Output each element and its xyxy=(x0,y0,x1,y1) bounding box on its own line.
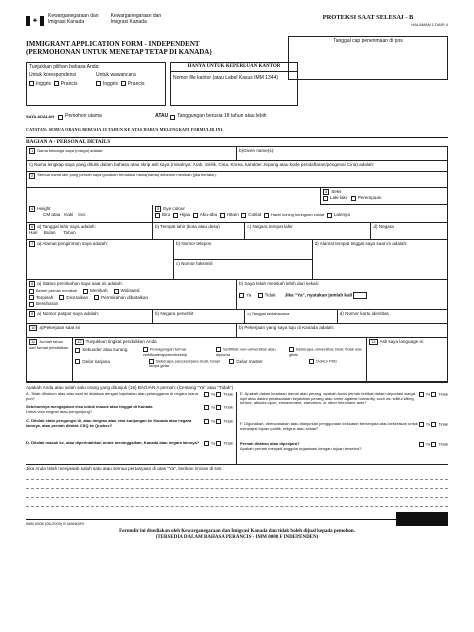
interview-label: Untuk wawancara xyxy=(96,71,136,78)
q1b-label: b)Given name(s): xyxy=(239,147,275,153)
male-label: Laki-laki xyxy=(330,195,347,201)
male-checkbox[interactable] xyxy=(323,196,328,201)
citizenship-label: d) Negara xyxy=(373,223,394,229)
dept-name-3: Kewarganegaraan dan xyxy=(110,13,162,19)
section-a-title: BAGIAN A - PERSONAL DETAILS xyxy=(26,137,448,147)
phone-label: b) Nomor telepon xyxy=(174,240,312,260)
married-before-yes-checkbox[interactable] xyxy=(239,293,244,298)
dob-year: Tahun xyxy=(63,230,76,236)
opt-en: Inggris xyxy=(36,80,52,87)
edu-bachelor: Gelar sarjana xyxy=(82,359,110,365)
qg2-label: Apakah pernah menjadi anggota organisasi dengan tujuan tersebut? xyxy=(240,445,362,451)
divorced: Diceraikan xyxy=(66,294,89,300)
birthplace-label: b) Tempat lahir (kota atau desa) xyxy=(155,223,220,229)
height-feet: Kaki xyxy=(64,212,74,218)
fax-label: c) Nomor faksimili xyxy=(176,260,213,266)
height-label: Height xyxy=(37,205,51,211)
i-am-label: SAYA ADALAH xyxy=(26,113,55,119)
qd-no-checkbox[interactable] xyxy=(216,441,221,446)
details-lines[interactable] xyxy=(26,471,448,513)
widowed-checkbox[interactable] xyxy=(114,289,119,294)
education-years-label: Jumlah tahun dari formal pendidikan xyxy=(29,338,69,351)
common-law: Bersiharan xyxy=(36,301,59,307)
applicant-type xyxy=(26,110,448,124)
qg-yes: Ya xyxy=(425,441,431,447)
edu-cert: Sertifikat non-universitas atau diploma xyxy=(215,346,276,357)
female-checkbox[interactable] xyxy=(351,196,356,201)
q3-label: Seks xyxy=(331,188,342,194)
edu-secondary-checkbox[interactable] xyxy=(75,348,80,353)
qf-no: Tidak xyxy=(438,421,448,427)
edu-postgrad: Beberapa pascasarjana studi, tetapi tanpa gelar xyxy=(149,358,221,369)
qf-yes-checkbox[interactable] xyxy=(419,422,424,427)
passport-label: a) Nomor paspor saya adalah: xyxy=(37,310,100,316)
edu-univ: Beberapa universitas studi, tidak ada gelar xyxy=(289,346,362,357)
qg-no-checkbox[interactable] xyxy=(431,442,436,447)
common-law-checkbox[interactable] xyxy=(29,302,34,307)
qd-yes: Ya xyxy=(210,440,216,446)
footer-note-2: (TERSEDIA DALAM BAHASA PERANCIS - IMM 0008 F INDEPENDEN) xyxy=(155,534,319,540)
eye-hazel: Hazel kuning keunguan coklat xyxy=(270,212,325,218)
qf-no-checkbox[interactable] xyxy=(431,422,436,427)
qf-yes: Ya xyxy=(425,421,431,427)
qb-yes-checkbox[interactable] xyxy=(204,405,209,410)
mailing-label: a) Alamat pengiriman saya adalah: xyxy=(37,240,108,246)
qg-label: Pernah ditahan atau dipenjara? xyxy=(240,441,300,447)
corr-english-checkbox[interactable] xyxy=(29,81,34,86)
form-title: IMMIGRANT APPLICATION FORM - INDEPENDENT xyxy=(26,40,200,48)
header xyxy=(26,14,448,36)
married-checkbox[interactable] xyxy=(83,289,88,294)
footer-note-1: Formulir ini disediakan oleh Kewarganegaraan dan Imigrasi Kanada dan tidak boleh dijual kepada pemohon. xyxy=(119,528,355,534)
eye-brown: Coklat xyxy=(248,212,262,218)
dob-day: Hari xyxy=(29,230,38,236)
qa-yes: Ya xyxy=(210,391,216,397)
height-cm: CM atau xyxy=(43,212,61,218)
q1a-label: Nama keluarga saya (marga) adalah: xyxy=(37,147,104,153)
occupation-label: a)Pekerjaan saat ini xyxy=(39,324,81,330)
passport-expiry-label: c) Tanggal kedaluwarsa xyxy=(247,310,290,316)
opt-en-2: Inggris xyxy=(103,80,119,87)
qa-yes-checkbox[interactable] xyxy=(204,392,209,397)
eye-grey: Abu-abu xyxy=(199,212,218,218)
principal-label: Pemohon utama xyxy=(65,113,102,120)
eye-black-checkbox[interactable] xyxy=(220,213,225,218)
married-before-no-checkbox[interactable] xyxy=(258,293,263,298)
office-file-no: Nomor file kantor (atau Label Kasus IMM 1344) xyxy=(173,74,279,81)
annulled: Perrnikahan dibatalkan xyxy=(101,294,149,300)
qb-yes: Ya xyxy=(210,404,216,410)
date-stamp-label: Tanggal cap penerimaan di pos xyxy=(333,38,403,44)
edu-secondary: Sekunder atau kurang xyxy=(82,347,128,353)
qg-yes-checkbox[interactable] xyxy=(419,442,424,447)
qd-label: D. Ditolak masuk ke, atau diperintahkan untuk meninggalkan, Kanada atau negara lainnya? xyxy=(26,440,200,446)
qa-no-checkbox[interactable] xyxy=(216,392,221,397)
eye-black: Hitam xyxy=(226,212,239,218)
qe-no-checkbox[interactable] xyxy=(431,392,436,397)
marital-label: a) Status pernikahan saya saat ini adalah: xyxy=(37,280,123,286)
dept-name-1: Kewarganegaraan dan xyxy=(48,13,99,19)
language-box xyxy=(26,62,166,106)
q2-label: Semua nama lain yang pernah saya gunakan termasuk nama(nama) sebelum menikah (jika berlaku): xyxy=(37,171,217,177)
section-b-grid xyxy=(26,392,448,464)
q1c-label: c) Nama lengkap saya yang ditulis dalam bahasa atau skrip asli saya (misalnya: Arab, Sirilik, Cina, Korea, karakter Jepang atau kode pendaftaran/pengenal Cina) adalah: xyxy=(29,161,375,167)
office-heading: HANYA UNTUK KEPERLUAN KANTOR xyxy=(171,63,297,72)
education-level-label: Tunjukkan tingkat pendidikan Anda xyxy=(85,338,157,344)
edu-bachelor-checkbox[interactable] xyxy=(75,359,80,364)
times-input[interactable] xyxy=(353,292,367,299)
divorced-checkbox[interactable] xyxy=(59,295,64,300)
edu-apprentice: Pemagangan formal certificate/apprenticeship xyxy=(142,346,188,357)
eye-other: Lainnya xyxy=(333,212,350,218)
qb-label: Sebelumnya mengajukan visa untuk masuk atau tinggal di Kanada xyxy=(26,404,153,410)
separated: Terpisah xyxy=(36,294,54,300)
qe-yes: Ya xyxy=(425,391,431,397)
eye-blue: Biru xyxy=(162,212,171,218)
eye-green-checkbox[interactable] xyxy=(173,213,178,218)
page-info: HALAMAN 1 DARI 4 xyxy=(411,22,448,28)
dept-name-4: Imigrasi Kanada xyxy=(110,18,147,25)
edu-phd-checkbox[interactable] xyxy=(309,359,314,364)
birth-country-label: c) Negara tempat lahir xyxy=(247,223,293,229)
interview-french-checkbox[interactable] xyxy=(121,81,126,86)
separated-checkbox[interactable] xyxy=(29,295,34,300)
dept-name-2: Imigrasi Kanada xyxy=(48,18,85,25)
form-subtitle: (PERMOHONAN UNTUK MENETAP TETAP DI KANADA) xyxy=(26,48,212,57)
qa-no: Tidak xyxy=(223,391,233,397)
footer xyxy=(26,519,448,540)
details-label: Jika Anda telah menjawab salah satu atau semua pertanyaan di atas "Ya", berikan rincian di sini: xyxy=(26,464,448,471)
qb-no: Tidak xyxy=(223,404,233,410)
office-use-box xyxy=(170,62,298,106)
opt-fr-2: Prancis xyxy=(127,80,145,87)
protection-label: PROTEKSI SAAT SELESAI - B xyxy=(322,14,414,21)
eye-other-checkbox[interactable] xyxy=(327,213,332,218)
eye-label: Eye colour xyxy=(163,205,185,211)
never-married-checkbox[interactable] xyxy=(29,289,34,294)
qb-no-checkbox[interactable] xyxy=(216,405,221,410)
qc-yes: Ya xyxy=(210,418,216,424)
qf-label: F. Digunakan, direncanakan atau dianjurkan penggunaan kekuatan bersenjata atau kekerasan untuk mencapai tujuan politik, religius atau sosial? xyxy=(240,421,418,431)
qe-label: E. Apakah dalam keadaan damai atau perang, apakah Anda pernah terlibat dalam deportasi warga sipil atau dalam pelaksanaan kejahatan perang atau crime against humanity, such as: willful killing, torture, attacks upon, enslavement, starvation, or other inhumane acts? xyxy=(240,391,416,406)
barcode-block xyxy=(396,512,448,526)
qc-yes-checkbox[interactable] xyxy=(204,419,209,424)
dob-label: a) Tanggal lahir saya adalah: xyxy=(37,223,96,229)
married-yes: Ya xyxy=(246,292,252,298)
eye-grey-checkbox[interactable] xyxy=(193,213,198,218)
qb2-label: Untuk visa imigran atau pengunjung? xyxy=(26,408,93,414)
id-card-label: d) Nomor kartu identitas xyxy=(339,310,389,316)
dependent-label: Tanggungan berusia 18 tahun atau lebih xyxy=(177,113,267,120)
eye-brown-checkbox[interactable] xyxy=(241,213,246,218)
qe-yes-checkbox[interactable] xyxy=(419,392,424,397)
qc-label: C. Ditolak statu pengungsi di, atau imigran atau visa kunjungan ke Kanada atau negara lainnya, atau pernah ditolak CSQ ke Quebec? xyxy=(26,418,192,428)
female-label: Perempuan xyxy=(357,195,382,201)
qc-no: Tidak xyxy=(223,418,233,424)
qd-yes-checkbox[interactable] xyxy=(204,441,209,446)
married-no: Tidak xyxy=(264,292,276,298)
qg-no: Tidak xyxy=(438,441,448,447)
edu-master: Gelar master xyxy=(236,359,263,365)
interview-english-checkbox[interactable] xyxy=(96,81,101,86)
section-a-grid: 1 Nama keluarga saya (marga) adalah: b)Given name(s): c) Nama lengkap saya yang ditulis dalam bahasa atau skrip asli saya (misalnya: Arab, Sirilik, Cina, Korea, karakter Jepang atau kode pendaftaran/pengenal Cina) adalah: 2 Semua nama lain yang pernah saya gunakan termasuk nama(nama) sebelum menikah (jika berlaku): 3 Seks Laki-laki Perempuan 4 Height CM atau Kaki Inci 5 Eye colour Biru Hijau Abu-abu Hitam Coklat Hazel kuning keunguan coklat Lainnya 6 a) Tanggal lahir saya adalah: Hari Bulan Tahun b) Tempat lahir (kota atau desa) c) Negara tempat lahir d) Negara 7 a) Alamat pengiriman saya adalah: b) Nomor telepon c) Nomor faksimili d) Alamat tempat tinggal saya saat ini adalah: 8 a) Status pernikahan saya saat ini adalah: Belum pernah menikah Menikah Widowed Terpisah Diceraikan Perrnikahan dibatalkan Bersiharan b) Saya telah menikah lebih dari sekali: Ya Tidak Jika "Ya", nyatakan jumlah kali 9 a) Nomor paspor saya adalah: b) Negara penerbit c) Tanggal kedaluwarsa d) Nomor kartu identitas 10 a)Pekerjaan saat ini b) Pekerjaan yang saya tuju di Kanada adalah: 11 Jumlah tahun dari formal pendidikan 12 Tunjukkan tingkat pendidikan Anda Sekunder atau kurang Pemagangan formal certificate/apprenticeship Sertifikat non-universitas atau diploma Beberapa universitas studi, tidak ada gelar Gelar sarjana Beberapa pascasarjana studi, tetapi tanpa gelar Gelar master Doktor PhD 14 Asli saya language is: xyxy=(26,147,448,383)
eye-green: Hijau xyxy=(179,212,191,218)
government-branding xyxy=(26,14,266,36)
married-times: Jika "Ya", nyatakan jumlah kali xyxy=(284,292,353,298)
married-before-label: b) Saya telah menikah lebih dari sekali: xyxy=(239,280,319,286)
language-label: Tunjukkan pilihan bahasa Anda: xyxy=(29,64,100,70)
note: CATATAN: SEMUA ORANG BERUSIA 18 TAHUN KE ATAS HARUS MELENGKAPI FORMULIR INI. xyxy=(26,127,224,132)
qd-no: Tidak xyxy=(223,440,233,446)
principal-checkbox[interactable] xyxy=(58,115,63,120)
or-label: ATAU xyxy=(155,113,169,120)
corr-french-checkbox[interactable] xyxy=(54,81,59,86)
edu-phd: Doktor PhD xyxy=(316,358,337,364)
intended-occupation-label: b) Pekerjaan yang saya tuju di Kanada adalah: xyxy=(239,324,335,330)
canada-flag-icon: ♣ xyxy=(26,16,44,26)
annulled-checkbox[interactable] xyxy=(94,295,99,300)
opt-fr: Prancis xyxy=(60,80,78,87)
widowed: Widowed xyxy=(120,288,140,294)
eye-hazel-checkbox[interactable] xyxy=(264,213,269,218)
married: Menikah xyxy=(90,288,108,294)
passport-country-label: b) Negara penerbit xyxy=(155,310,194,316)
qc-no-checkbox[interactable] xyxy=(216,419,221,424)
never-married: Belum pernah menikah xyxy=(36,288,78,294)
native-language-label: Asli saya language is: xyxy=(379,338,425,344)
section-b-intro: Apakah Anda atau salah satu orang yang ditunjuk (16) BAGIAN A pernah: (Centang "Ya" atau "Tidak") xyxy=(26,384,234,390)
corr-label: Untuk korespondensi xyxy=(29,71,76,78)
date-stamp-box xyxy=(288,36,448,80)
edu-master-checkbox[interactable] xyxy=(229,359,234,364)
eye-blue-checkbox[interactable] xyxy=(155,213,160,218)
dependent-checkbox[interactable] xyxy=(170,115,175,120)
qa-label: A. Telah dihukum atas atau saat ini didakwa dengan kejahatan atau pelanggaran di negara mana pun? xyxy=(26,391,198,401)
height-inch: Inci xyxy=(78,212,86,218)
form-number: IMM 0008 (06-2000) E MANDIRI xyxy=(26,521,85,527)
residence-label: d) Alamat tempat tinggal saya saat ini adalah: xyxy=(314,240,408,246)
qe-no: Tidak xyxy=(438,391,448,397)
dob-month: Bulan xyxy=(43,230,56,236)
